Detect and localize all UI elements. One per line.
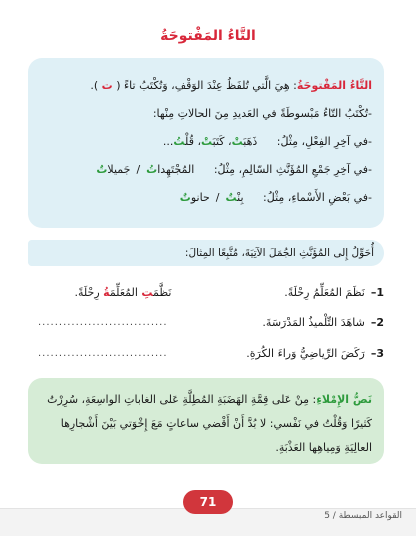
rule-box — [28, 58, 384, 228]
case-nouns-example-2: حانوتٌ — [179, 191, 210, 204]
rule-definition — [38, 72, 372, 100]
page-title: التَّاءُ المَفْتوحَةُ — [160, 28, 256, 44]
case-plural-example-1: المُجْتَهِداتُ — [146, 163, 195, 176]
rule-term: التَّاءُ المَفْتوحَةُ — [296, 79, 372, 92]
exercise-row-3 — [28, 343, 384, 365]
case-verb-example-3: قُلْتُ... — [162, 135, 194, 148]
exercise-number: 2– — [370, 316, 384, 329]
dictation-box — [28, 378, 384, 464]
case-verb-label: -في آخِرِ الفِعْلِ، مِثْلُ: — [276, 135, 372, 148]
rule-definition-text: : هِيَ الَّتي تُلفَظُ عِنْدَ الوَقْفِ، وَتُكْتَبُ تاءً ( — [116, 79, 297, 92]
exercise-sentence: شاهَدَ التِّلْميذُ المَدْرَسَةَ. — [262, 316, 365, 329]
case-nouns: -في بَعْضِ الأَسْماءِ، مِثْلُ: بِنْتٌ/حانوتٌ — [179, 191, 372, 204]
exercise-instruction: أُحَوِّلُ إِلى المُؤَنَّثِ الجُمَلَ الآتِيَةَ، مُتَّبِعًا المِثالَ: — [28, 240, 384, 266]
page-number: 71 — [183, 490, 233, 514]
exercise-row-1 — [28, 282, 384, 304]
exercise-sentence: نَظَمَ المُعَلِّمُ رِحْلَةً. — [284, 286, 365, 299]
case-verb: -في آخِرِ الفِعْلِ، مِثْلُ: ذَهَبَتْ، كَتَبَتْ، قُلْتُ... — [162, 135, 372, 148]
case-plural-example-2: جَميلاتٌ — [96, 163, 131, 176]
case-verb-example-1: ذَهَبَتْ — [231, 135, 258, 148]
rule-intro: -تُكْتَبُ التّاءُ مَبْسوطَةً في العَديدِ مِنَ الحالاتِ مِنْها: — [152, 107, 372, 120]
dictation-line-2: كَثيرًا وَقُلْتُ في نَفْسي: لا بُدَّ أَنْ أَقْضي ساعاتٍ مَعَ إِخْوَتي بَيْنَ أَشْجارِها — [60, 417, 372, 430]
case-nouns-example-1: بِنْتٌ — [225, 191, 244, 204]
answer-blank[interactable]: ............................... — [38, 348, 168, 359]
rule-letter: ت — [101, 79, 113, 92]
exercise-sentence: رَكَضَ الرِّياضِيُّ وَراءَ الكُرَةِ. — [246, 347, 365, 360]
exercise-row-2 — [28, 312, 384, 334]
case-nouns-label: -في بَعْضِ الأَسْماءِ، مِثْلُ: — [263, 191, 372, 204]
answer-blank[interactable]: ............................... — [38, 317, 168, 328]
rule-definition-end: ). — [90, 79, 99, 92]
dictation-line-3: العالِيَةِ وَمِياهِها العَذْبَةِ. — [275, 441, 372, 454]
case-verb-example-2: كَتَبَتْ — [201, 135, 225, 148]
book-title: القواعد المبسطة / 5 — [324, 511, 402, 521]
dictation-label: نَصُّ الإِمْلاءِ — [316, 393, 372, 406]
exercise-number: 1– — [370, 286, 384, 299]
exercise-number: 3– — [370, 347, 384, 360]
example-answer: نَظَّمَتِ المُعَلِّمَةُ رِحْلَةً. — [74, 286, 172, 299]
dictation-line-1: نَصُّ الإِمْلاءِ: مِنْ عَلى قِمَّةِ الهَضَبَةِ المُطِلَّةِ عَلى الغاباتِ الواسِعَةِ، سُرِرْتُ — [47, 393, 372, 406]
case-plural: -في آخِرِ جَمْعِ المُؤَنَّثِ السّالِمِ، مِثْلُ: المُجْتَهِداتُ/جَميلاتٌ — [96, 163, 372, 176]
case-plural-label: -في آخِرِ جَمْعِ المُؤَنَّثِ السّالِمِ، مِثْلُ: — [213, 163, 372, 176]
